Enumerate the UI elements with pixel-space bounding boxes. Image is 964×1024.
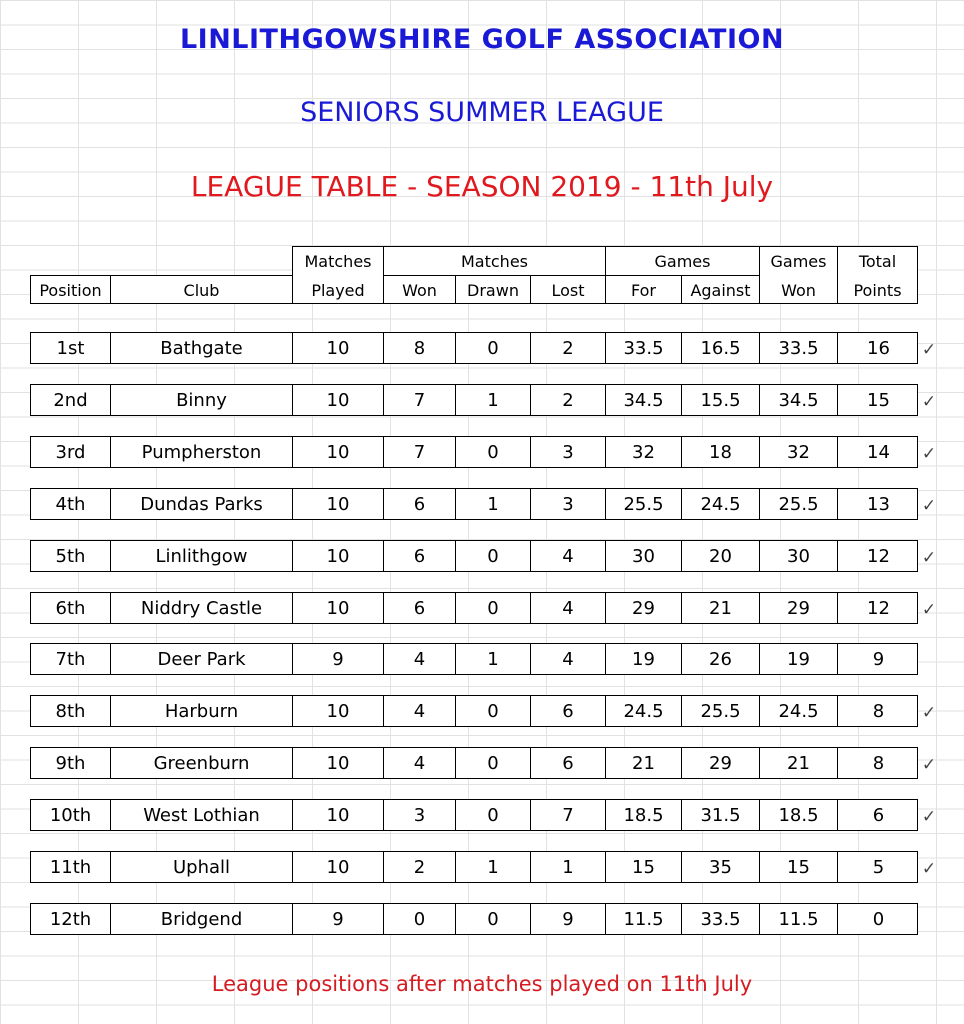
played-cell: 10: [293, 385, 384, 415]
won-cell: 6: [384, 593, 456, 623]
points-cell: 13: [867, 493, 890, 515]
won-cell: 4: [384, 644, 456, 674]
for-cell: 25.5: [606, 489, 682, 519]
club-cell: Pumpherston: [111, 437, 293, 467]
won-cell: 6: [384, 541, 456, 571]
check-icon: ✓: [921, 392, 937, 412]
games-won-cell: 19: [760, 644, 838, 674]
won-cell: 2: [384, 852, 456, 882]
for-cell: 11.5: [606, 904, 682, 934]
drawn-cell: 0: [456, 437, 531, 467]
header-drawn: Drawn: [467, 280, 519, 300]
games-won-cell: 15: [760, 852, 838, 882]
for-cell: 33.5: [606, 333, 682, 363]
games-won-cell: 30: [760, 541, 838, 571]
club-cell: Harburn: [111, 696, 293, 726]
position-cell: 9th: [31, 748, 111, 778]
drawn-cell: 0: [456, 748, 531, 778]
check-icon: [920, 910, 938, 932]
won-cell: 6: [384, 489, 456, 519]
won-cell: 3: [384, 800, 456, 830]
games-won-cell: 11.5: [760, 904, 838, 934]
points-cell: 6: [872, 804, 885, 826]
drawn-cell: 0: [456, 904, 531, 934]
club-cell: Binny: [111, 385, 293, 415]
games-won-cell: 34.5: [760, 385, 838, 415]
points-cell: 14: [867, 441, 890, 463]
points-cell: 15: [867, 389, 890, 411]
header-games-won-top: Games: [770, 251, 827, 271]
played-cell: 9: [293, 644, 384, 674]
header-lost: Lost: [551, 280, 585, 300]
check-icon: ✓: [921, 444, 937, 464]
header-games-won-bottom: Won: [781, 280, 816, 300]
lost-cell: 6: [531, 748, 606, 778]
points-cell: 8: [872, 700, 885, 722]
for-cell: 19: [606, 644, 682, 674]
points-cell: 5: [872, 856, 885, 878]
header-games-group: Games: [654, 251, 711, 271]
position-cell: 11th: [31, 852, 111, 882]
table-row: [30, 384, 918, 416]
won-cell: 7: [384, 385, 456, 415]
won-cell: 7: [384, 437, 456, 467]
played-cell: 10: [293, 852, 384, 882]
position-cell: 10th: [31, 800, 111, 830]
played-cell: 10: [293, 696, 384, 726]
against-cell: 15.5: [682, 385, 760, 415]
table-row: [30, 540, 918, 572]
position-cell: 6th: [31, 593, 111, 623]
check-icon: ✓: [921, 548, 937, 568]
header-won: Won: [402, 280, 437, 300]
drawn-cell: 0: [456, 593, 531, 623]
header-total-top: Total: [858, 251, 897, 271]
against-cell: 35: [682, 852, 760, 882]
played-cell: 9: [293, 904, 384, 934]
games-won-cell: 18.5: [760, 800, 838, 830]
header-club: Club: [183, 280, 220, 300]
games-won-cell: 25.5: [760, 489, 838, 519]
lost-cell: 4: [531, 593, 606, 623]
check-icon: ✓: [921, 859, 937, 879]
position-cell: 4th: [31, 489, 111, 519]
club-cell: West Lothian: [111, 800, 293, 830]
lost-cell: 1: [531, 852, 606, 882]
lost-cell: 3: [531, 489, 606, 519]
games-won-cell: 21: [760, 748, 838, 778]
lost-cell: 3: [531, 437, 606, 467]
lost-cell: 4: [531, 644, 606, 674]
league-title: SENIORS SUMMER LEAGUE: [300, 97, 664, 128]
for-cell: 24.5: [606, 696, 682, 726]
lost-cell: 6: [531, 696, 606, 726]
check-icon: ✓: [921, 807, 937, 827]
lost-cell: 2: [531, 385, 606, 415]
against-cell: 31.5: [682, 800, 760, 830]
for-cell: 21: [606, 748, 682, 778]
points-cell: 9: [872, 648, 885, 670]
for-cell: 30: [606, 541, 682, 571]
drawn-cell: 0: [456, 696, 531, 726]
header-matches-group: Matches: [461, 251, 528, 271]
played-cell: 10: [293, 593, 384, 623]
games-won-cell: 33.5: [760, 333, 838, 363]
club-cell: Greenburn: [111, 748, 293, 778]
table-row: [30, 851, 918, 883]
club-cell: Bridgend: [111, 904, 293, 934]
check-icon: ✓: [921, 340, 937, 360]
points-cell: 0: [872, 908, 885, 930]
position-cell: 2nd: [31, 385, 111, 415]
points-cell: 12: [867, 597, 890, 619]
lost-cell: 2: [531, 333, 606, 363]
header-for: For: [631, 280, 656, 300]
position-cell: 1st: [31, 333, 111, 363]
against-cell: 18: [682, 437, 760, 467]
header-matches-played-bottom: Played: [311, 280, 365, 300]
table-row: [30, 436, 918, 468]
drawn-cell: 1: [456, 644, 531, 674]
check-icon: ✓: [921, 496, 937, 516]
for-cell: 32: [606, 437, 682, 467]
position-cell: 8th: [31, 696, 111, 726]
against-cell: 21: [682, 593, 760, 623]
table-row: [30, 488, 918, 520]
against-cell: 20: [682, 541, 760, 571]
for-cell: 15: [606, 852, 682, 882]
header-against: Against: [690, 280, 751, 300]
against-cell: 29: [682, 748, 760, 778]
club-cell: Bathgate: [111, 333, 293, 363]
for-cell: 18.5: [606, 800, 682, 830]
position-cell: 3rd: [31, 437, 111, 467]
table-row: [30, 903, 918, 935]
lost-cell: 9: [531, 904, 606, 934]
points-cell: 12: [867, 545, 890, 567]
association-title: LINLITHGOWSHIRE GOLF ASSOCIATION: [179, 24, 785, 55]
drawn-cell: 0: [456, 541, 531, 571]
table-row: [30, 332, 918, 364]
won-cell: 4: [384, 696, 456, 726]
for-cell: 34.5: [606, 385, 682, 415]
lost-cell: 7: [531, 800, 606, 830]
against-cell: 16.5: [682, 333, 760, 363]
footer-note: League positions after matches played on 11th July: [211, 972, 753, 996]
against-cell: 25.5: [682, 696, 760, 726]
won-cell: 4: [384, 748, 456, 778]
lost-cell: 4: [531, 541, 606, 571]
won-cell: 8: [384, 333, 456, 363]
won-cell: 0: [384, 904, 456, 934]
check-icon: ✓: [921, 703, 937, 723]
table-row: [30, 799, 918, 831]
played-cell: 10: [293, 437, 384, 467]
check-icon: [920, 650, 938, 672]
drawn-cell: 0: [456, 800, 531, 830]
drawn-cell: 1: [456, 385, 531, 415]
played-cell: 10: [293, 748, 384, 778]
for-cell: 29: [606, 593, 682, 623]
against-cell: 26: [682, 644, 760, 674]
drawn-cell: 0: [456, 333, 531, 363]
played-cell: 10: [293, 333, 384, 363]
check-icon: ✓: [921, 600, 937, 620]
games-won-cell: 32: [760, 437, 838, 467]
club-cell: Deer Park: [111, 644, 293, 674]
table-row: [30, 592, 918, 624]
games-won-cell: 29: [760, 593, 838, 623]
position-cell: 7th: [31, 644, 111, 674]
table-row: [30, 643, 918, 675]
against-cell: 24.5: [682, 489, 760, 519]
header-matches-played-top: Matches: [304, 251, 372, 271]
points-cell: 8: [872, 752, 885, 774]
check-icon: ✓: [921, 755, 937, 775]
against-cell: 33.5: [682, 904, 760, 934]
drawn-cell: 1: [456, 489, 531, 519]
points-cell: 16: [867, 337, 890, 359]
position-cell: 5th: [31, 541, 111, 571]
header-total-bottom: Points: [853, 280, 902, 300]
club-cell: Niddry Castle: [111, 593, 293, 623]
played-cell: 10: [293, 800, 384, 830]
club-cell: Uphall: [111, 852, 293, 882]
played-cell: 10: [293, 489, 384, 519]
played-cell: 10: [293, 541, 384, 571]
games-won-cell: 24.5: [760, 696, 838, 726]
club-cell: Dundas Parks: [111, 489, 293, 519]
league-table-title: LEAGUE TABLE - SEASON 2019 - 11th July: [190, 170, 774, 203]
position-cell: 12th: [31, 904, 111, 934]
drawn-cell: 1: [456, 852, 531, 882]
club-cell: Linlithgow: [111, 541, 293, 571]
header-position: Position: [39, 280, 102, 300]
table-row: [30, 747, 918, 779]
table-row: [30, 695, 918, 727]
